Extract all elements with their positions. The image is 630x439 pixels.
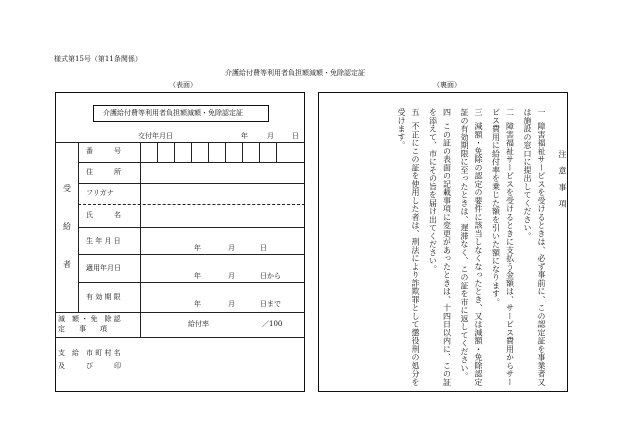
number-box-divider (191, 142, 192, 162)
valid-until-year: 年 (194, 300, 201, 308)
note-4-line-2: を添えて、市にその旨を届け出てください。 (428, 108, 438, 273)
row-line (78, 227, 305, 228)
note-4-number: 四 (442, 108, 452, 117)
back-side-label: （裏面） (433, 81, 461, 89)
rate-label: 給付率 (188, 320, 209, 328)
row-line (55, 337, 305, 338)
recipient-label-char: 受 (63, 184, 71, 193)
note-5-number: 五 (411, 108, 420, 117)
number-box-divider (174, 142, 175, 162)
note-2-line-1: 障害福祉サービスを受けるときに支払う金額は、サービス費用からサー (505, 122, 515, 386)
note-3-line-1: 減額・免除の認定の要件に該当しなくなったとき、又は減額・免除認定 (474, 122, 483, 386)
applied-date-year: 年 (194, 272, 201, 280)
rate-denominator: ／100 (262, 320, 283, 328)
birthdate-month: 月 (228, 244, 235, 252)
number-box-divider (225, 142, 226, 162)
note-3-number: 三 (474, 108, 483, 117)
note-5-line-2: 受けます。 (397, 108, 406, 150)
issue-date-day: 日 (292, 132, 299, 140)
group-divider (78, 142, 79, 312)
reduction-label-line2: 定 事 項 (58, 325, 107, 333)
note-2-number: 二 (505, 108, 515, 117)
notes-title: 注 意 事 項 (558, 150, 567, 208)
label-divider (140, 142, 141, 337)
row-label-furigana: フリガナ (86, 189, 114, 197)
number-box-divider (157, 142, 158, 162)
row-label-address: 住 所 (86, 168, 121, 176)
note-5-line-1: 不正にこの証を使用した者は、刑法により詐欺罪として懲役刑の処分を (411, 122, 420, 386)
row-label-applied-date: 適用年月日 (86, 264, 121, 272)
birthdate-day: 日 (260, 244, 267, 252)
issue-date-year: 年 (241, 132, 248, 140)
note-1-line-1: 障害福祉サービスを受けるときは、必ず事前に、この認定証を事業者又 (537, 122, 546, 386)
number-box-divider (259, 142, 260, 162)
applied-date-day: 日から (260, 272, 281, 280)
number-box-divider (208, 142, 209, 162)
front-side-label: （表面） (169, 81, 197, 89)
number-box-divider (242, 142, 243, 162)
row-line (55, 312, 305, 313)
row-label-valid-until: 有 効 期 限 (86, 293, 121, 301)
note-1-line-2: は施設の窓口に提出してください。 (523, 108, 532, 240)
birthdate-year: 年 (194, 244, 201, 252)
row-line (78, 183, 305, 184)
issuer-label-line2: 及 び 印 (58, 362, 121, 370)
row-line (78, 282, 305, 283)
applied-date-month: 月 (228, 272, 235, 280)
row-label-number: 番 号 (86, 147, 121, 155)
note-1-number: 一 (537, 108, 546, 117)
note-4-line-1: この証の表面の記載事項に変更があったときは、十四日以内に、この証 (442, 122, 452, 386)
note-3-line-2: 証の有効期限に至ったときは、遅滞なく、この証を市に返してください。 (460, 108, 469, 381)
row-line (78, 162, 305, 163)
document-title: 介護給付費等利用者負担額減額・免除認定証 (225, 69, 365, 77)
table-top-line (55, 142, 305, 143)
valid-until-month: 月 (228, 300, 235, 308)
issue-date-label: 交付年月日 (138, 132, 173, 140)
valid-until-day: 日まで (260, 300, 281, 308)
certificate-title: 介護給付費等利用者負担額減額・免除認定証 (103, 109, 243, 117)
issue-date-month: 月 (267, 132, 274, 140)
row-line (78, 254, 305, 255)
number-box-divider (276, 142, 277, 162)
row-label-birthdate: 生 年 月 日 (86, 237, 121, 245)
issuer-label-line1: 支 給 市 町 村 名 (58, 349, 121, 357)
recipient-label-char: 給 (63, 222, 71, 231)
row-label-name: 氏 名 (86, 211, 121, 219)
recipient-label-char: 者 (63, 260, 71, 269)
form-number: 様式第15号（第11条関係） (54, 55, 142, 63)
note-2-line-2: ビス費用に給付率を乗じた額を引いた額になります。 (491, 108, 501, 306)
reduction-label-line1: 減 額 ・ 免 除 認 (58, 315, 121, 323)
row-line (78, 204, 305, 205)
